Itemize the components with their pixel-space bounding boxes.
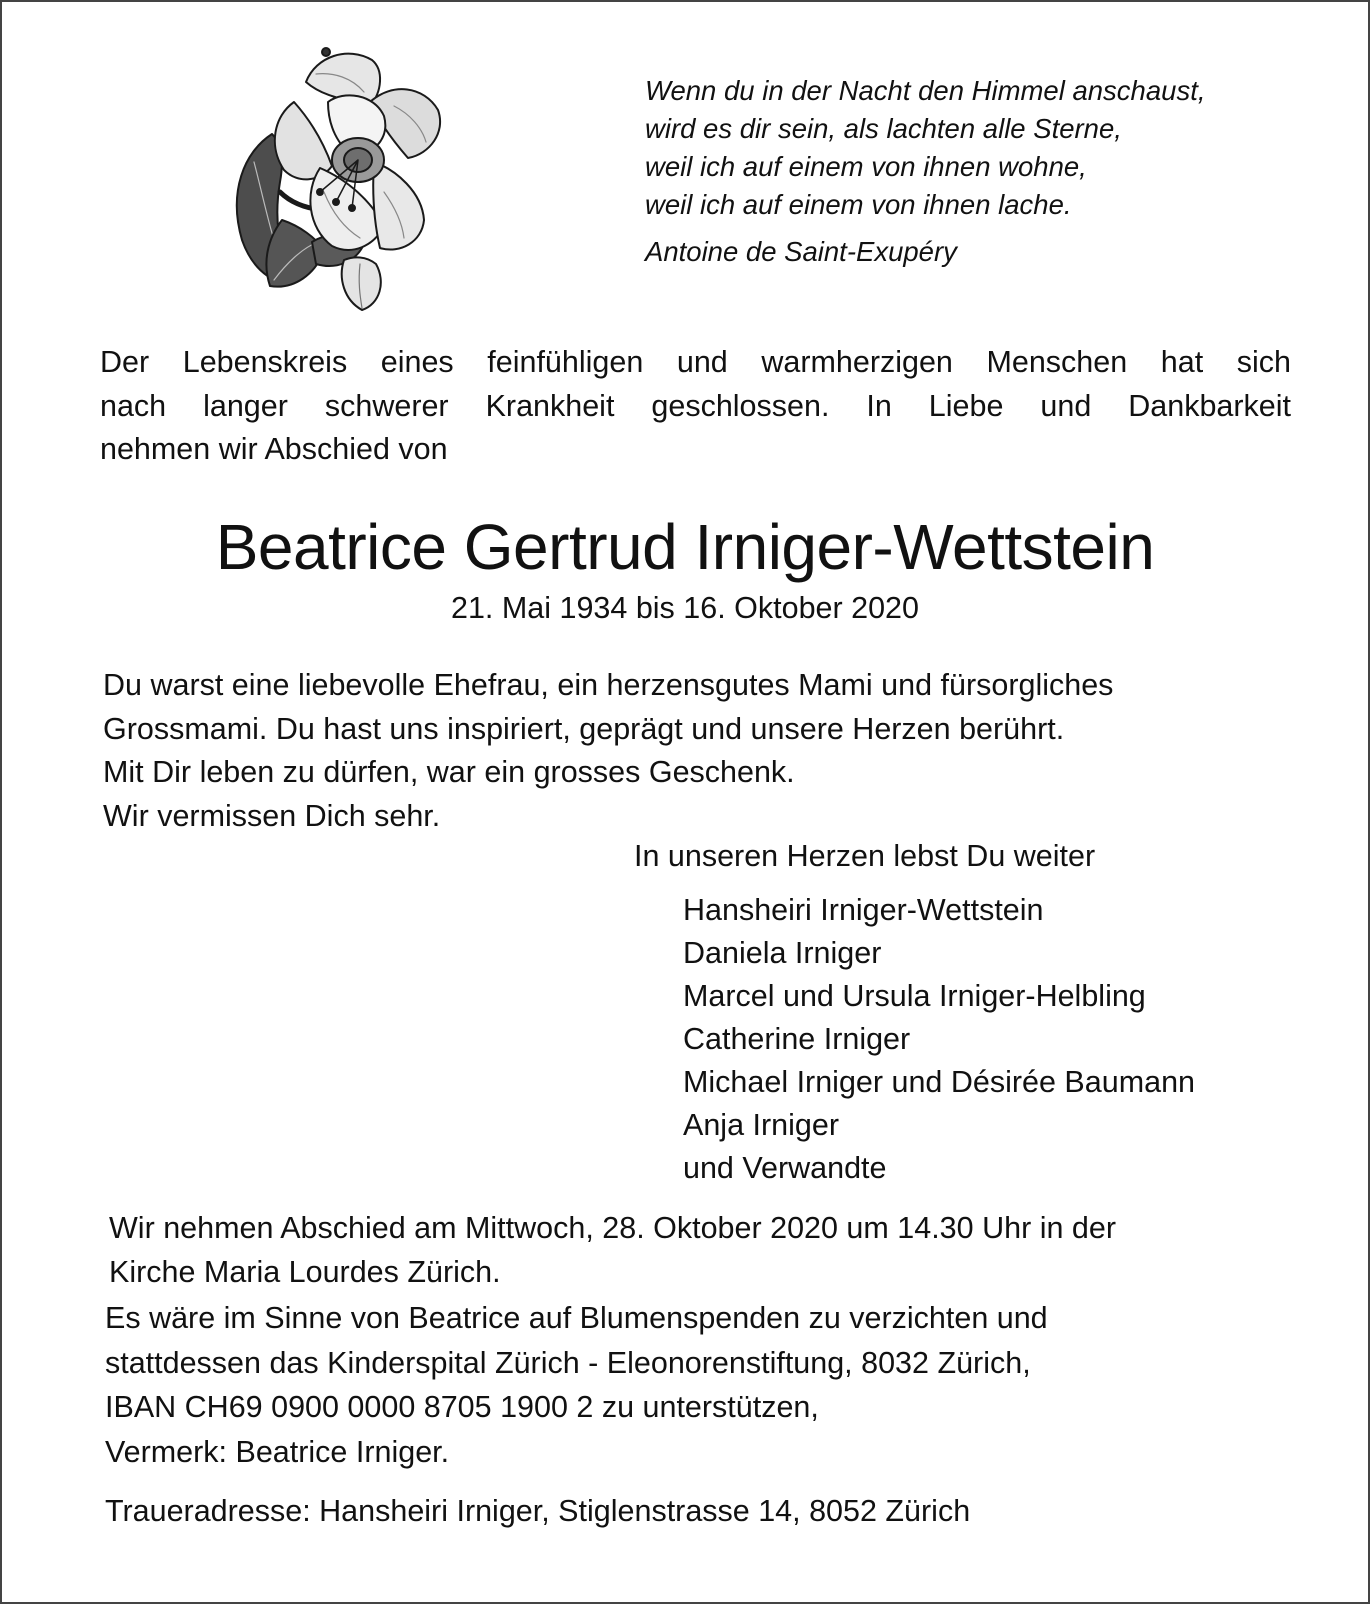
mourners-list (683, 889, 1343, 1190)
donation-line: IBAN CH69 0900 0000 8705 1900 2 zu unterstützen, (105, 1390, 819, 1424)
mourner-name: Hansheiri Irniger-Wettstein (683, 893, 1044, 927)
donation-paragraph (105, 1296, 1325, 1474)
intro-line: Der Lebenskreis eines feinfühligen und warmherzigen Menschen hat sich (100, 345, 1291, 379)
flower-illustration-icon (224, 42, 460, 322)
donation-line: Vermerk: Beatrice Irniger. (105, 1434, 450, 1469)
intro-line: nach langer schwerer Krankheit geschlossen. In Liebe und Dankbarkeit (100, 388, 1291, 423)
mourner-name: Anja Irniger (683, 1108, 839, 1142)
mourner-name: Michael Irniger und Désirée Baumann (683, 1065, 1195, 1099)
poem-quote (645, 72, 1345, 271)
donation-line: stattdessen das Kinderspital Zürich - Eleonorenstiftung, 8032 Zürich, (105, 1345, 1031, 1380)
donation-line: Es wäre im Sinne von Beatrice auf Blumenspenden zu verzichten und (105, 1301, 1048, 1335)
quote-line: weil ich auf einem von ihnen wohne, (645, 151, 1087, 182)
mourner-name: Marcel und Ursula Irniger-Helbling (683, 979, 1146, 1013)
intro-paragraph (100, 341, 1291, 472)
tribute-line: Grossmami. Du hast uns inspiriert, geprägt und unsere Herzen berührt. (103, 711, 1065, 746)
quote-line: Wenn du in der Nacht den Himmel anschaust, (645, 75, 1206, 106)
service-line: Kirche Maria Lourdes Zürich. (109, 1255, 501, 1289)
quote-line: weil ich auf einem von ihnen lache. (645, 189, 1072, 220)
service-paragraph (109, 1206, 1329, 1294)
tribute-line: Du warst eine liebevolle Ehefrau, ein herzensgutes Mami und fürsorgliches (103, 668, 1114, 702)
life-dates: 21. Mai 1934 bis 16. Oktober 2020 (451, 591, 919, 625)
mourning-address: Traueradresse: Hansheiri Irniger, Stiglenstrasse 14, 8052 Zürich (105, 1494, 971, 1528)
quote-author: Antoine de Saint-Exupéry (645, 236, 957, 267)
deceased-name: Beatrice Gertrud Irniger-Wettstein (215, 511, 1155, 583)
quote-line: wird es dir sein, als lachten alle Sterne, (645, 113, 1122, 144)
mourner-name: und Verwandte (683, 1151, 887, 1185)
mourner-name: Catherine Irniger (683, 1022, 911, 1056)
service-line: Wir nehmen Abschied am Mittwoch, 28. Oktober 2020 um 14.30 Uhr in der (109, 1211, 1116, 1245)
tribute-line: Wir vermissen Dich sehr. (103, 798, 441, 833)
tribute-paragraph (103, 664, 1323, 838)
intro-line: nehmen wir Abschied von (100, 432, 448, 466)
tribute-line: Mit Dir leben zu dürfen, war ein grosses Geschenk. (103, 755, 795, 789)
mourner-name: Daniela Irniger (683, 936, 882, 970)
mourners-heading: In unseren Herzen lebst Du weiter (634, 839, 1096, 873)
